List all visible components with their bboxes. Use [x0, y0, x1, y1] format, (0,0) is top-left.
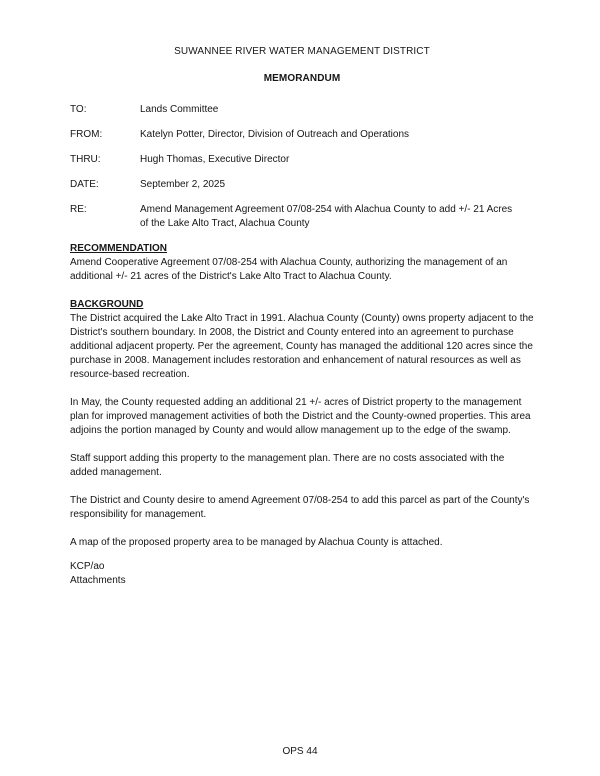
- field-value-to: Lands Committee: [140, 104, 219, 115]
- memo-field-from: [70, 128, 534, 142]
- recommendation-heading: RECOMMENDATION: [70, 243, 168, 254]
- recommendation-paragraph: Amend Cooperative Agreement 07/08-254 with Alachua County, authorizing the management of an additional +/- 21 acres of the District's Lake Alto Tract to Alachua County.: [70, 257, 508, 282]
- background-heading: BACKGROUND: [70, 299, 144, 310]
- closing-attachments: Attachments: [70, 575, 126, 586]
- field-label-to: TO:: [70, 104, 87, 115]
- background-paragraph-4: The District and County desire to amend Agreement 07/08-254 to add this parcel as part of the County's responsibility for management.: [70, 495, 530, 520]
- org-title: SUWANNEE RIVER WATER MANAGEMENT DISTRICT: [174, 46, 430, 57]
- page-number: OPS 44: [282, 746, 318, 757]
- memo-field-thru: [70, 153, 534, 167]
- field-value-from: Katelyn Potter, Director, Division of Outreach and Operations: [140, 129, 410, 140]
- memo-field-re: [70, 203, 534, 231]
- background-paragraph-5: A map of the proposed property area to be managed by Alachua County is attached.: [70, 537, 443, 548]
- background-paragraph-3: Staff support adding this property to the management plan. There are no costs associated with the added management.: [70, 453, 505, 478]
- background-paragraph-1: The District acquired the Lake Alto Tract in 1991. Alachua County (County) owns property adjacent to the District's southern boundary. In 2008, the District and County entered into an agreement to purchase additional adjacent property. Per the agreement, County has managed the additional 120 acres since the purchase in 2008. Management includes restoration and enhancement of natural resources as well as resource-based recreation.: [70, 313, 534, 380]
- memo-header-fields: [70, 103, 534, 231]
- section-background: [70, 298, 534, 550]
- closing-block: [70, 560, 534, 588]
- field-value-thru: Hugh Thomas, Executive Director: [140, 154, 290, 165]
- field-label-re: RE:: [70, 204, 87, 215]
- memo-field-date: [70, 178, 534, 192]
- memo-field-to: [70, 103, 534, 117]
- field-label-thru: THRU:: [70, 154, 101, 165]
- background-paragraph-2: In May, the County requested adding an additional 21 +/- acres of District property to the management plan for improved management activities of both the District and the County-owned properties. This area adjoins the portion managed by County and would allow management up to the edge of the swamp.: [70, 397, 531, 436]
- doc-type-title: MEMORANDUM: [263, 73, 341, 84]
- closing-initials: KCP/ao: [70, 561, 105, 572]
- field-label-from: FROM:: [70, 129, 103, 140]
- section-recommendation: [70, 242, 534, 284]
- field-value-date: September 2, 2025: [140, 179, 226, 190]
- field-value-re: Amend Management Agreement 07/08-254 with Alachua County to add +/- 21 Acres of the Lake Alto Tract, Alachua County: [140, 204, 513, 229]
- field-label-date: DATE:: [70, 179, 99, 190]
